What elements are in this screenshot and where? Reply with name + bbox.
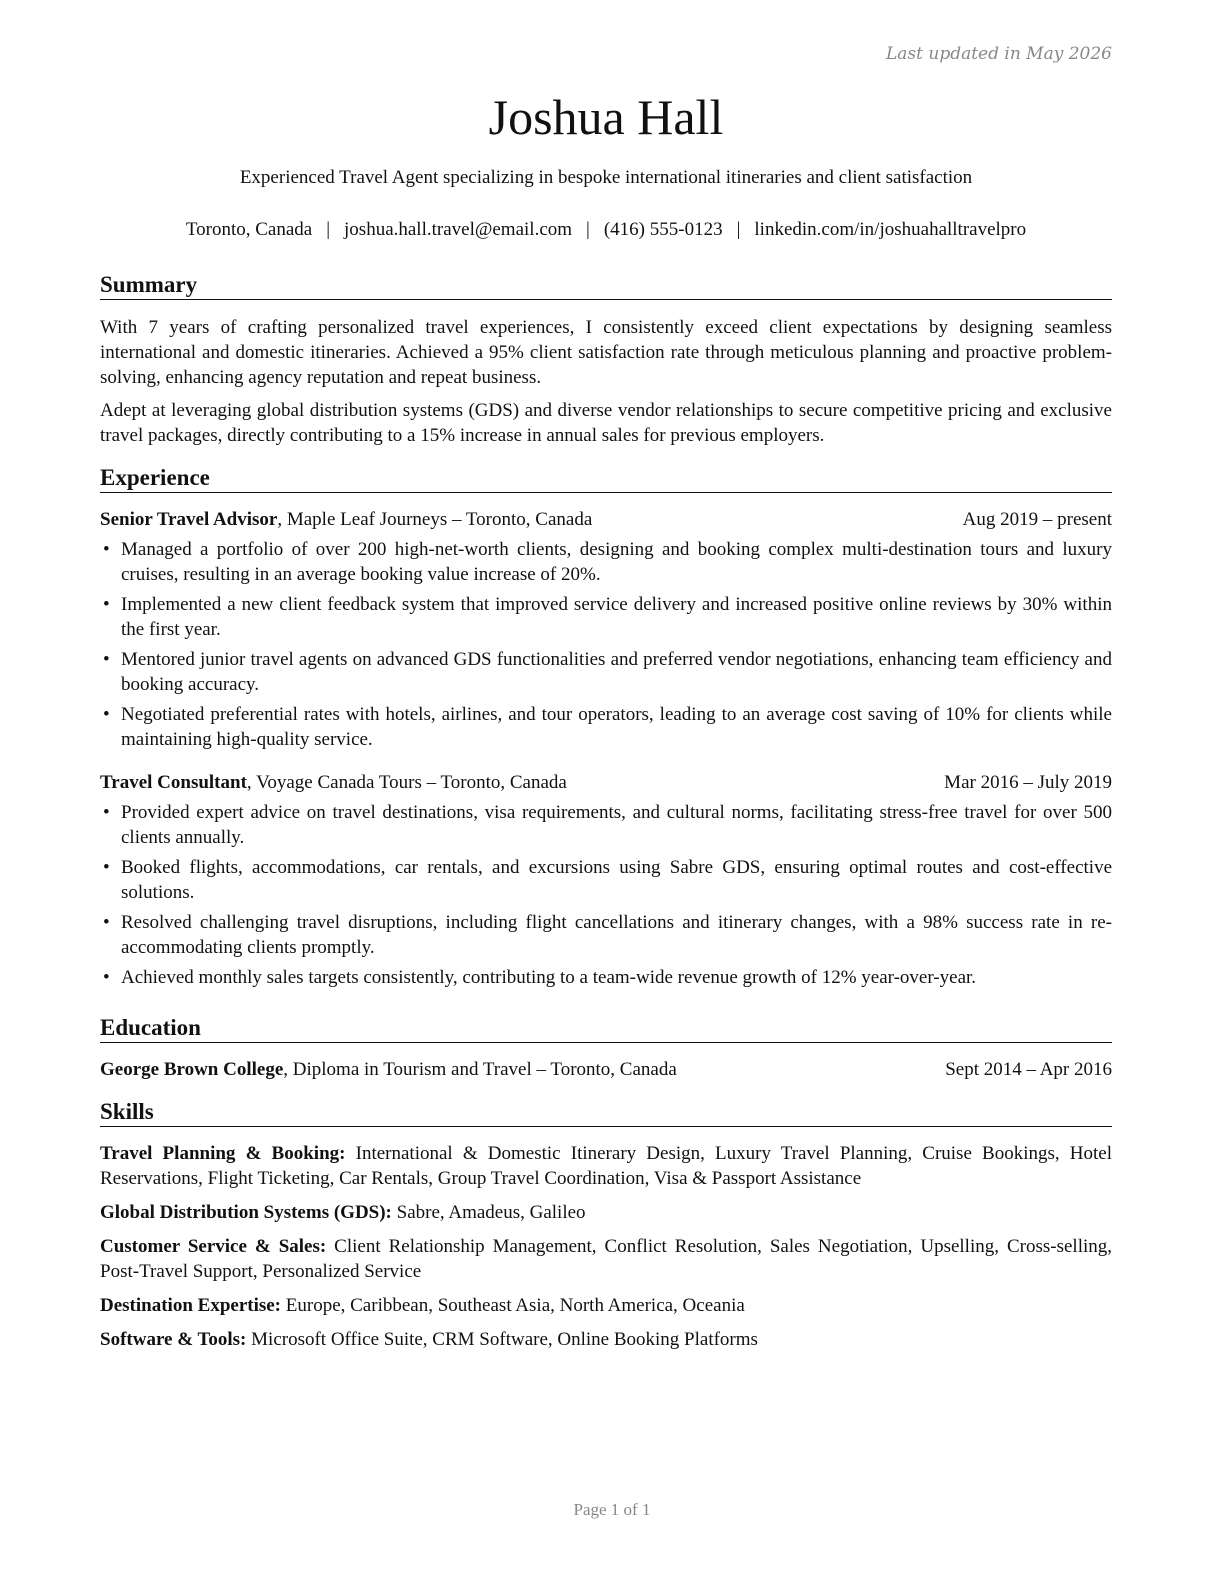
- experience-section: [100, 465, 1112, 995]
- bullet-icon: •: [103, 912, 110, 933]
- skill-label: Software & Tools:: [100, 1329, 247, 1350]
- bullet-text: Provided expert advice on travel destinations, visa requirements, and cultural norms, facilitating stress-free travel for over 500 clients annually.: [121, 802, 1112, 848]
- tagline: Experienced Travel Agent specializing in bespoke international itineraries and client satisfaction: [239, 167, 973, 188]
- page-number: Page 1 of 1: [573, 1500, 651, 1519]
- skill-label: Global Distribution Systems (GDS):: [100, 1202, 392, 1223]
- bullet-icon: •: [103, 857, 110, 878]
- education-title-line: [100, 1057, 677, 1082]
- summary-paragraph: With 7 years of crafting personalized travel experiences, I consistently exceed client expectations by designing seamless international and domestic itineraries. Achieved a 95% client satisfaction rate through meticulous planning and proactive problem-solving, enhancing agency reputation and repeat business.: [100, 317, 1112, 388]
- job-title-line: [100, 507, 592, 532]
- contact-email[interactable]: joshua.hall.travel@email.com: [344, 219, 573, 240]
- job-dates: Aug 2019 – present: [962, 509, 1112, 530]
- education-detail: , Diploma in Tourism and Travel – Toronto, Canada: [283, 1059, 677, 1080]
- candidate-name: Joshua Hall: [488, 89, 724, 145]
- skill-value: Client Relationship Management, Conflict Resolution, Sales Negotiation, Upselling, Cross-selling, Post-Travel Support, Personalized Service: [100, 1236, 1112, 1282]
- job-role: Travel Consultant: [100, 772, 247, 793]
- skills-section: [100, 1099, 1112, 1361]
- list-item: [100, 647, 1112, 697]
- contact-linkedin[interactable]: linkedin.com/in/joshuahalltravelpro: [754, 219, 1027, 240]
- bullet-text: Negotiated preferential rates with hotels, airlines, and tour operators, leading to an average cost saving of 10% for clients while maintaining high-quality service.: [121, 704, 1112, 750]
- job-bullets: [100, 537, 1112, 752]
- job-header: [100, 770, 1112, 795]
- job-bullets: [100, 800, 1112, 990]
- bullet-text: Booked flights, accommodations, car rentals, and excursions using Sabre GDS, ensuring optimal routes and cost-effective solutions.: [121, 857, 1112, 903]
- skill-value: Microsoft Office Suite, CRM Software, Online Booking Platforms: [246, 1329, 758, 1350]
- education-section: [100, 1015, 1112, 1082]
- job-dates: Mar 2016 – July 2019: [944, 772, 1112, 793]
- education-entry: [100, 1057, 1112, 1082]
- list-item: [100, 537, 1112, 587]
- bullet-icon: •: [103, 649, 110, 670]
- contact-location: Toronto, Canada: [185, 219, 313, 240]
- bullet-icon: •: [103, 539, 110, 560]
- section-heading-education: Education: [100, 1015, 1112, 1043]
- skill-label: Travel Planning & Booking:: [100, 1143, 346, 1164]
- summary-section: [100, 272, 1112, 448]
- summary-paragraph: Adept at leveraging global distribution systems (GDS) and diverse vendor relationships to secure competitive pricing and exclusive travel packages, directly contributing to a 15% increase in annual sales for previous employers.: [100, 400, 1112, 446]
- list-item: [100, 702, 1112, 752]
- skill-item: [100, 1327, 1112, 1352]
- last-updated: Last updated in May 2026: [885, 44, 1112, 64]
- section-heading-experience: Experience: [100, 465, 1112, 493]
- job-org: , Voyage Canada Tours – Toronto, Canada: [246, 772, 567, 793]
- separator: |: [586, 219, 590, 240]
- list-item: [100, 855, 1112, 905]
- skill-value: Sabre, Amadeus, Galileo: [391, 1202, 586, 1223]
- bullet-text: Managed a portfolio of over 200 high-net-worth clients, designing and booking complex multi-destination tours and luxury cruises, resulting in an average booking value increase of 20%.: [121, 539, 1112, 585]
- job-header: [100, 507, 1112, 532]
- skill-value: International & Domestic Itinerary Design, Luxury Travel Planning, Cruise Bookings, Hotel Reservations, Flight Ticketing, Car Rentals, Group Travel Coordination, Visa & Passport Assistance: [100, 1143, 1112, 1189]
- contact-line: [100, 219, 1112, 241]
- section-heading-skills: Skills: [100, 1099, 1112, 1127]
- separator: |: [736, 219, 741, 240]
- contact-phone: (416) 555-0123: [603, 219, 723, 240]
- list-item: [100, 910, 1112, 960]
- school-name: George Brown College: [100, 1059, 284, 1080]
- job-title-line: [100, 770, 567, 795]
- education-dates: Sept 2014 – Apr 2016: [945, 1059, 1112, 1080]
- skill-item: [100, 1293, 1112, 1318]
- skill-item: [100, 1234, 1112, 1284]
- separator: |: [326, 219, 331, 240]
- bullet-text: Resolved challenging travel disruptions, including flight cancellations and itinerary changes, with a 98% success rate in re-accommodating clients promptly.: [121, 912, 1112, 958]
- skill-label: Destination Expertise:: [100, 1295, 282, 1316]
- bullet-text: Achieved monthly sales targets consistently, contributing to a team-wide revenue growth of 12% year-over-year.: [121, 967, 977, 988]
- job-role: Senior Travel Advisor: [100, 509, 278, 530]
- list-item: [100, 800, 1112, 850]
- bullet-icon: •: [103, 802, 110, 823]
- bullet-text: Mentored junior travel agents on advanced GDS functionalities and preferred vendor negotiations, enhancing team efficiency and booking accuracy.: [121, 649, 1112, 695]
- list-item: [100, 592, 1112, 642]
- bullet-icon: •: [103, 967, 110, 988]
- skill-item: [100, 1200, 1112, 1225]
- list-item: [100, 965, 1112, 990]
- bullet-text: Implemented a new client feedback system that improved service delivery and increased positive online reviews by 30% within the first year.: [121, 594, 1112, 640]
- skill-label: Customer Service & Sales:: [100, 1236, 327, 1257]
- bullet-icon: •: [103, 594, 110, 615]
- skill-item: [100, 1141, 1112, 1191]
- skill-value: Europe, Caribbean, Southeast Asia, North America, Oceania: [281, 1295, 745, 1316]
- skills-list: [100, 1141, 1112, 1352]
- job-org: , Maple Leaf Journeys – Toronto, Canada: [277, 509, 593, 530]
- section-heading-summary: Summary: [100, 272, 1112, 300]
- bullet-icon: •: [103, 704, 110, 725]
